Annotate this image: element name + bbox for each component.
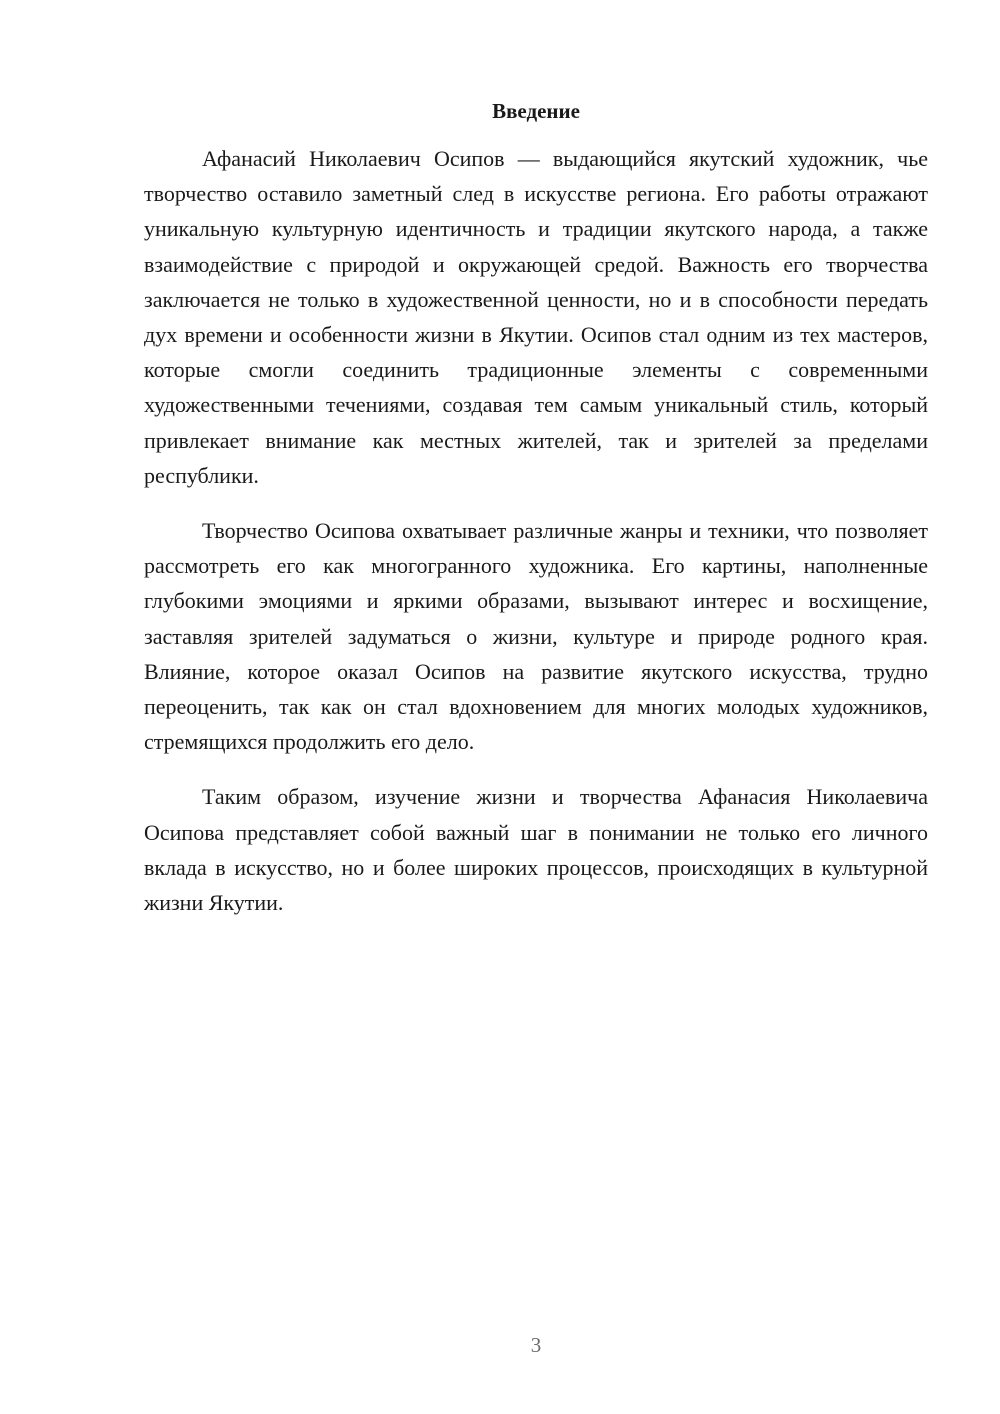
page-title: Введение [492,99,580,123]
page-number: 3 [530,1333,542,1357]
body-text [144,141,928,940]
paragraph-1: Афанасий Николаевич Осипов — выдающийся якутский художник, чье творчество оставило заметный след в искусстве региона. Его работы отражают уникальную культурную идентичность и традиции якутского народа, а также взаимодействие с природой и окружающей средой. Важность его творчества заключается не только в художественной ценности, но и в способности передать дух времени и особенности жизни в Якутии. Осипов стал одним из тех мастеров, которые смогли соединить традиционные элементы с современными художественными течениями, создавая тем самым уникальный стиль, который привлекает внимание как местных жителей, так и зрителей за пределами республики. [144,146,928,488]
paragraph-2: Творчество Осипова охватывает различные жанры и техники, что позволяет рассмотреть его как многогранного художника. Его картины, наполненные глубокими эмоциями и яркими образами, вызывают интерес и восхищение, заставляя зрителей задуматься о жизни, культуре и природе родного края. Влияние, которое оказал Осипов на развитие якутского искусства, трудно переоценить, так как он стал вдохновением для многих молодых художников, стремящихся продолжить его дело. [144,518,928,755]
paragraph-3: Таким образом, изучение жизни и творчества Афанасия Николаевича Осипова представляет собой важный шаг в понимании не только его личного вклада в искусство, но и более широких процессов, происходящих в культурной жизни Якутии. [144,784,928,916]
